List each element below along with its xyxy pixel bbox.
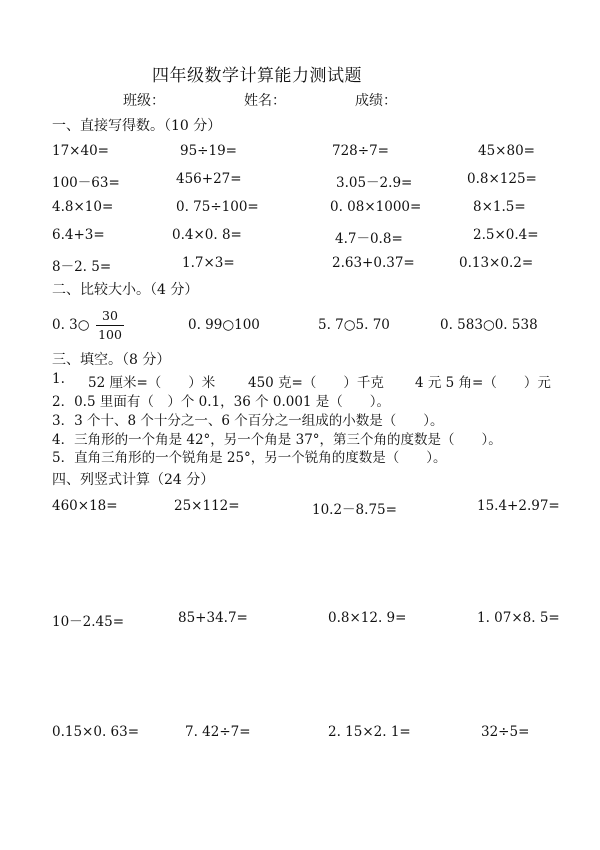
- fraction-box: [96, 308, 124, 343]
- s1-problem: 0.8×125=: [467, 171, 537, 187]
- s1-problem: 8－2. 5=: [52, 259, 112, 275]
- s3-q1-number: 1.: [52, 371, 65, 387]
- s1-problem: 17×40=: [52, 143, 109, 159]
- s1-row: [52, 171, 572, 193]
- s3-q1-part: 450 克=（ ）千克: [248, 375, 384, 391]
- s1-problem: 2.63+0.37=: [332, 255, 415, 271]
- s2-item: 0. 583○0. 538: [440, 317, 538, 333]
- s4-problem: 2. 15×2. 1=: [328, 724, 411, 740]
- s1-problem: 1.7×3=: [182, 255, 235, 271]
- fraction: [96, 308, 124, 344]
- s1-row: [52, 255, 572, 277]
- s2-row: [52, 308, 572, 344]
- section-3-heading: 三、填空。（8 分）: [52, 352, 171, 368]
- s1-problem: 0. 75÷100=: [176, 199, 259, 215]
- section-4-heading: 四、列竖式计算（24 分）: [52, 472, 215, 488]
- s1-problem: 100－63=: [52, 175, 120, 191]
- s2-item: 5. 7○5. 70: [318, 317, 390, 333]
- s1-problem: 95÷19=: [180, 143, 237, 159]
- s1-problem: 0.13×0.2=: [459, 255, 534, 271]
- s3-q4: 4．三角形的一个角是 42°，另一个角是 37°，第三个角的度数是（ ）。: [52, 432, 502, 448]
- fraction-denominator: 100: [98, 327, 122, 342]
- page-title: 四年级数学计算能力测试题: [152, 66, 362, 86]
- s1-problem: 4.8×10=: [52, 199, 114, 215]
- score-label: 成绩：: [355, 93, 397, 109]
- name-label: 姓名：: [244, 93, 286, 109]
- s1-problem: 3.05－2.9=: [336, 175, 413, 191]
- s4-problem: 10－2.45=: [52, 614, 125, 630]
- s4-problem: 0.15×0. 63=: [52, 724, 140, 740]
- s3-q5: 5．直角三角形的一个锐角是 25°，另一个锐角的度数是（ ）。: [52, 450, 447, 466]
- s1-problem: 6.4+3=: [52, 227, 105, 243]
- s1-problem: 728÷7=: [332, 143, 389, 159]
- s1-problem: 456+27=: [176, 171, 242, 187]
- s4-problem: 25×112=: [174, 498, 240, 514]
- s4-row: [52, 498, 572, 520]
- s1-problem: 8×1.5=: [473, 199, 526, 215]
- section-1-heading: 一、直接写得数。（10 分）: [52, 118, 222, 134]
- s2-item-left: 0. 3○: [52, 317, 90, 333]
- s1-row: [52, 143, 572, 165]
- class-label: 班级：: [123, 93, 165, 109]
- s4-row: [52, 610, 572, 632]
- s3-q2: 2．0.5 里面有（ ）个 0.1，36 个 0.001 是（ ）。: [52, 394, 391, 410]
- s1-problem: 0. 08×1000=: [330, 199, 422, 215]
- s1-row: [52, 227, 572, 249]
- s1-problem: 4.7－0.8=: [335, 231, 403, 247]
- s4-row: [52, 724, 572, 746]
- section-2-heading: 二、比较大小。（4 分）: [52, 282, 199, 298]
- s4-problem: 460×18=: [52, 498, 118, 514]
- s4-problem: 85+34.7=: [178, 610, 248, 626]
- s3-q1-part: 52 厘米=（ ）米: [88, 375, 216, 391]
- s4-problem: 1. 07×8. 5=: [477, 610, 560, 626]
- fraction-bar: [96, 325, 124, 326]
- s2-item: 0. 99○100: [188, 317, 260, 333]
- s1-problem: 2.5×0.4=: [473, 227, 539, 243]
- s4-problem: 15.4+2.97=: [477, 498, 560, 514]
- s1-problem: 45×80=: [478, 143, 535, 159]
- s1-row: [52, 199, 572, 221]
- s1-problem: 0.4×0. 8=: [172, 227, 242, 243]
- s4-problem: 0.8×12. 9=: [328, 610, 407, 626]
- s3-q1-part: 4 元 5 角=（ ）元: [415, 375, 551, 391]
- s4-problem: 7. 42÷7=: [185, 724, 251, 740]
- s4-problem: 10.2－8.75=: [312, 502, 397, 518]
- fraction-numerator: 30: [102, 308, 118, 323]
- s3-q3: 3．3 个十、8 个十分之一、6 个百分之一组成的小数是（ ）。: [52, 413, 444, 429]
- s4-problem: 32÷5=: [481, 724, 530, 740]
